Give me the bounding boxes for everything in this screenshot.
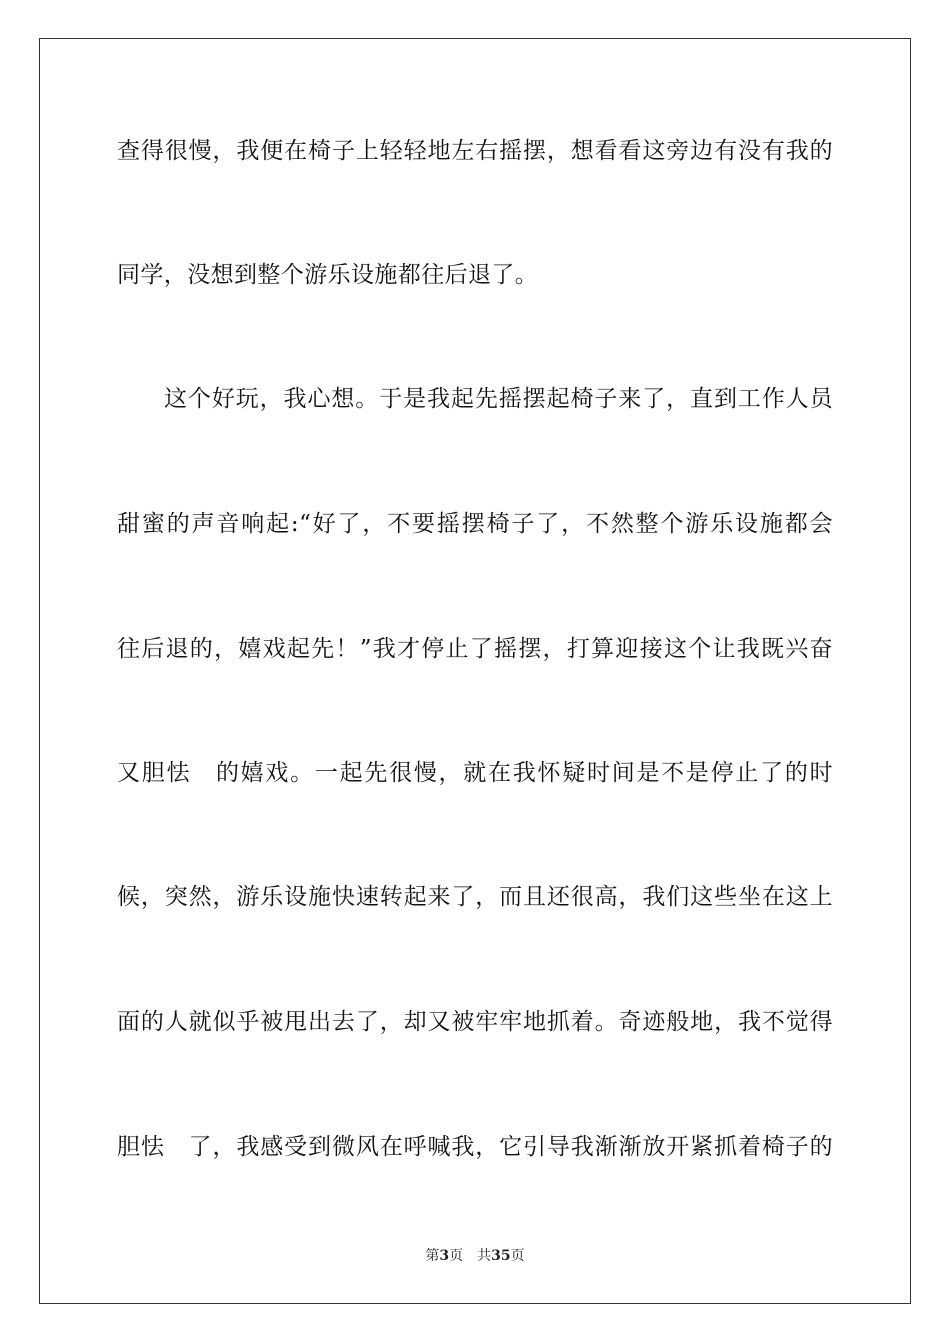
total-prefix: 共 — [477, 1248, 492, 1264]
text-line-2: 同学，没想到整个游乐设施都往后退了。 — [117, 262, 539, 288]
text-line-5: 往后退的，嬉戏起先！”我才停止了摇摆，打算迎接这个让我既兴奋 — [117, 636, 833, 662]
text-line-9: 胆怯 了，我感受到微风在呼喊我，它引导我渐渐放开紧抓着椅子的 — [117, 1134, 833, 1160]
text-line-1: 查得很慢，我便在椅子上轻轻地左右摇摆，想看看这旁边有没有我的 — [117, 138, 833, 164]
total-suffix: 页 — [510, 1248, 525, 1264]
page-suffix: 页 — [449, 1248, 464, 1264]
text-line-8: 面的人就似乎被甩出去了，却又被牢牢地抓着。奇迹般地，我不觉得 — [117, 1009, 833, 1035]
text-line-3: 这个好玩，我心想。于是我起先摇摆起椅子来了，直到工作人员 — [164, 386, 833, 412]
page-number: 3 — [439, 1248, 450, 1264]
page-prefix: 第 — [425, 1248, 440, 1264]
total-pages: 35 — [491, 1248, 511, 1264]
text-line-4: 甜蜜的声音响起:“好了，不要摇摆椅子了，不然整个游乐设施都会 — [117, 511, 833, 537]
text-line-7: 候，突然，游乐设施快速转起来了，而且还很高，我们这些坐在这上 — [117, 884, 833, 910]
page-footer — [0, 1246, 950, 1266]
text-line-6: 又胆怯 的嬉戏。一起先很慢，就在我怀疑时间是不是停止了的时 — [117, 760, 833, 786]
